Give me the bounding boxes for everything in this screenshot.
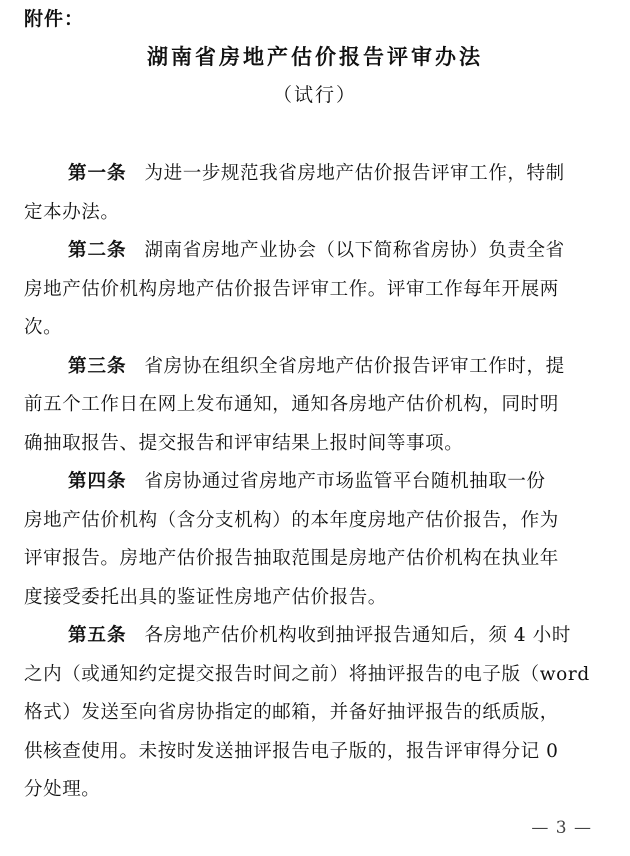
article-4-line-4: 度接受委托出具的鉴证性房地产估价报告。: [24, 586, 387, 608]
article-3-line-1: [24, 348, 610, 387]
article-2-line-1: [24, 232, 610, 271]
article-1-text: 为进一步规范我省房地产估价报告评审工作，特制: [144, 163, 565, 184]
article-2-line-2: 房地产估价机构房地产估价报告评审工作。评审工作每年开展两: [24, 278, 559, 300]
article-2-text: 湖南省房地产业协会（以下简称省房协）负责全省: [144, 240, 565, 261]
article-3-line-3: 确抽取报告、提交报告和评审结果上报时间等事项。: [24, 432, 464, 454]
article-3-heading: 第三条: [68, 355, 127, 377]
article-5-line-2: 之内（或通知约定提交报告时间之前）将抽评报告的电子版（word: [24, 663, 590, 685]
page-number: — 3 —: [531, 818, 592, 838]
article-4-heading: 第四条: [68, 471, 127, 492]
article-1-line-1: [24, 155, 610, 194]
article-4-line-3: 评审报告。房地产估价报告抽取范围是房地产估价机构在执业年: [24, 548, 559, 569]
article-4-line-1: [24, 463, 610, 502]
article-5-heading: 第五条: [68, 625, 127, 646]
document-subtitle: （试行）: [272, 84, 357, 106]
document-title: 湖南省房地产估价报告评审办法: [147, 45, 483, 69]
article-3-line-2: 前五个工作日在网上发布通知，通知各房地产估价机构，同时明: [24, 394, 559, 415]
article-1-heading: 第一条: [68, 163, 127, 184]
article-2-heading: 第二条: [68, 240, 127, 261]
article-5-text: 各房地产估价机构收到抽评报告通知后，须 4 小时: [144, 625, 571, 646]
attachment-label: 附件：: [24, 8, 85, 30]
article-4-line-2: 房地产估价机构（含分支机构）的本年度房地产估价报告，作为: [24, 509, 559, 531]
article-1-line-2: 定本办法。: [24, 201, 120, 223]
document-body: [24, 155, 610, 810]
article-4-text: 省房协通过省房地产市场监管平台随机抽取一份: [144, 471, 546, 492]
article-5-line-4: 供核查使用。未按时发送抽评报告电子版的，报告评审得分记 0: [24, 740, 559, 762]
article-5-line-1: [24, 617, 610, 656]
article-5-line-3: 格式）发送至向省房协指定的邮箱，并备好抽评报告的纸质版，: [24, 702, 559, 723]
article-5-line-5: 分处理。: [24, 779, 101, 800]
article-3-text: 省房协在组织全省房地产估价报告评审工作时，提: [144, 355, 565, 377]
article-2-line-3: 次。: [24, 317, 63, 338]
